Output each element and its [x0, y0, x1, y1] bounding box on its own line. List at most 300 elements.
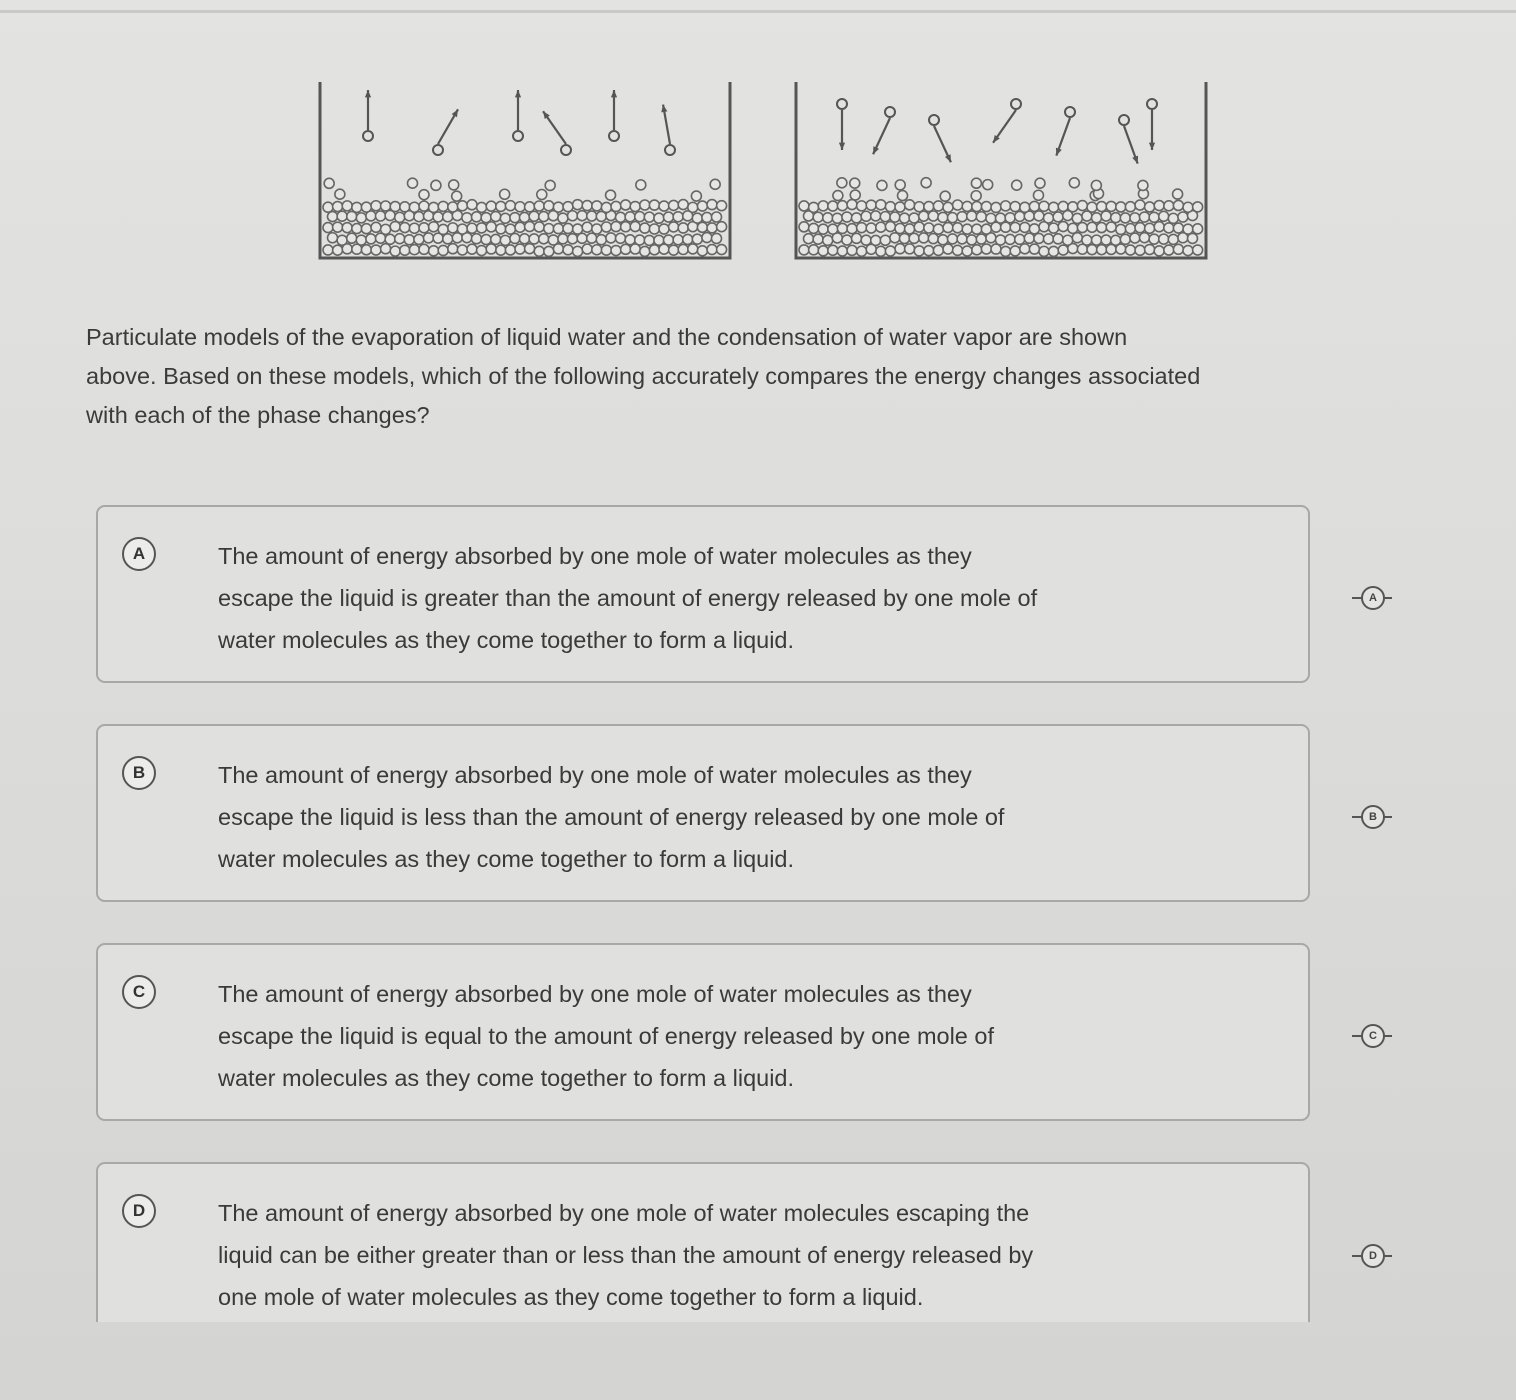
molecule-icon	[702, 233, 712, 243]
molecule-icon	[1072, 213, 1082, 223]
choice-text-c	[218, 973, 1228, 1099]
molecule-icon	[707, 245, 717, 255]
molecule-icon	[534, 201, 544, 211]
molecule-icon	[592, 201, 602, 211]
molecule-icon	[943, 223, 953, 233]
molecule-icon	[419, 244, 429, 254]
molecule-icon	[635, 235, 645, 245]
choice-line: escape the liquid is greater than the amount of energy released by one mole of	[218, 585, 1038, 611]
molecule-icon	[1193, 202, 1203, 212]
molecule-icon	[877, 180, 887, 190]
molecule-icon	[558, 213, 568, 223]
molecule-icon	[366, 234, 376, 244]
molecule-icon	[1068, 223, 1078, 233]
molecule-icon	[1015, 234, 1025, 244]
molecule-icon	[828, 224, 838, 234]
molecule-icon	[1091, 180, 1101, 190]
molecule-icon	[1092, 235, 1102, 245]
molecule-icon	[1140, 212, 1150, 222]
molecule-icon	[665, 145, 675, 155]
molecule-icon	[972, 224, 982, 234]
molecule-icon	[544, 224, 554, 234]
molecule-icon	[876, 200, 886, 210]
arrowhead-icon	[611, 90, 617, 97]
molecule-icon	[582, 201, 592, 211]
molecule-icon	[809, 245, 819, 255]
molecule-icon	[837, 201, 847, 211]
molecule-icon	[640, 246, 650, 256]
molecule-icon	[520, 212, 530, 222]
choice-line: The amount of energy absorbed by one mole of water molecules as they	[218, 543, 972, 569]
molecule-icon	[962, 201, 972, 211]
molecule-icon	[1188, 233, 1198, 243]
molecule-icon	[553, 202, 563, 212]
molecule-icon	[809, 223, 819, 233]
molecule-icon	[996, 235, 1006, 245]
eliminate-letter-c: C	[1361, 1024, 1385, 1048]
molecule-icon	[515, 222, 525, 232]
molecule-icon	[563, 245, 573, 255]
molecule-icon	[1159, 211, 1169, 221]
molecule-icon	[467, 223, 477, 233]
particulate-model-figure	[318, 74, 1210, 264]
molecule-icon	[1101, 235, 1111, 245]
molecule-icon	[644, 212, 654, 222]
molecule-icon	[385, 234, 395, 244]
choice-text-a	[218, 535, 1228, 661]
molecule-icon	[842, 235, 852, 245]
molecule-icon	[697, 246, 707, 256]
molecule-icon	[1154, 222, 1164, 232]
molecule-icon	[381, 244, 391, 254]
molecule-icon	[491, 234, 501, 244]
molecule-icon	[601, 202, 611, 212]
molecule-icon	[505, 245, 515, 255]
molecule-icon	[609, 131, 619, 141]
molecule-icon	[688, 244, 698, 254]
molecule-icon	[909, 213, 919, 223]
molecule-icon	[409, 245, 419, 255]
molecule-icon	[448, 244, 458, 254]
molecule-icon	[837, 99, 847, 109]
choice-line: escape the liquid is equal to the amount of energy released by one mole of	[218, 1023, 995, 1049]
liquid-molecules	[799, 178, 1203, 257]
molecule-icon	[1049, 246, 1059, 256]
molecule-icon	[611, 222, 621, 232]
molecule-icon	[1120, 234, 1130, 244]
molecule-icon	[1164, 245, 1174, 255]
molecule-icon	[900, 213, 910, 223]
molecule-icon	[962, 224, 972, 234]
molecule-icon	[429, 246, 439, 256]
molecule-icon	[573, 246, 583, 256]
molecule-icon	[1097, 245, 1107, 255]
molecule-icon	[587, 233, 597, 243]
molecule-icon	[582, 222, 592, 232]
molecule-icon	[1164, 223, 1174, 233]
molecule-icon	[649, 224, 659, 234]
answer-choice-a[interactable]	[96, 505, 1310, 683]
question-stem	[86, 318, 1446, 435]
molecule-icon	[448, 223, 458, 233]
eliminate-c-button[interactable]	[1352, 1020, 1392, 1050]
molecule-icon	[857, 223, 867, 233]
molecule-icon	[885, 246, 895, 256]
molecule-icon	[1058, 245, 1068, 255]
answer-choice-b[interactable]	[96, 724, 1310, 902]
molecule-icon	[381, 224, 391, 234]
molecule-icon	[606, 233, 616, 243]
molecule-icon	[1183, 224, 1193, 234]
molecule-icon	[1010, 202, 1020, 212]
molecule-icon	[957, 212, 967, 222]
molecule-icon	[1173, 244, 1183, 254]
question-line: above. Based on these models, which of the following accurately compares the energy changes associated	[86, 363, 1201, 389]
molecule-icon	[1111, 213, 1121, 223]
molecule-icon	[962, 246, 972, 256]
molecule-icon	[481, 235, 491, 245]
molecule-icon	[981, 224, 991, 234]
molecule-icon	[1020, 222, 1030, 232]
molecule-icon	[577, 211, 587, 221]
molecule-icon	[688, 202, 698, 212]
molecule-icon	[534, 246, 544, 256]
molecule-icon	[429, 222, 439, 232]
molecule-icon	[361, 245, 371, 255]
molecule-icon	[371, 222, 381, 232]
choice-letter-b: B	[122, 756, 156, 790]
molecule-icon	[880, 235, 890, 245]
molecule-icon	[861, 235, 871, 245]
molecule-icon	[707, 200, 717, 210]
molecule-icon	[823, 235, 833, 245]
molecule-icon	[333, 222, 343, 232]
molecule-icon	[477, 223, 487, 233]
molecule-icon	[328, 233, 338, 243]
molecule-icon	[414, 234, 424, 244]
arrowhead-icon	[1056, 148, 1062, 156]
molecule-icon	[525, 244, 535, 254]
molecule-icon	[692, 234, 702, 244]
vapor-molecules	[363, 90, 675, 155]
molecule-icon	[928, 211, 938, 221]
molecule-icon	[563, 223, 573, 233]
molecule-icon	[1082, 235, 1092, 245]
molecule-icon	[861, 211, 871, 221]
molecule-icon	[712, 233, 722, 243]
molecule-icon	[553, 224, 563, 234]
molecule-icon	[818, 224, 828, 234]
molecule-icon	[515, 202, 525, 212]
molecule-icon	[683, 234, 693, 244]
molecule-icon	[933, 245, 943, 255]
molecule-icon	[842, 212, 852, 222]
molecule-icon	[592, 224, 602, 234]
eliminate-letter-d: D	[1361, 1244, 1385, 1268]
molecule-icon	[1035, 178, 1045, 188]
molecule-icon	[1101, 211, 1111, 221]
molecule-icon	[697, 222, 707, 232]
molecule-icon	[1049, 223, 1059, 233]
molecule-icon	[691, 191, 701, 201]
molecule-icon	[1106, 222, 1116, 232]
molecule-icon	[909, 233, 919, 243]
question-line: with each of the phase changes?	[86, 402, 430, 428]
molecule-icon	[669, 222, 679, 232]
molecule-icon	[818, 201, 828, 211]
molecule-icon	[717, 245, 727, 255]
molecule-icon	[850, 190, 860, 200]
molecule-icon	[529, 234, 539, 244]
molecule-icon	[644, 235, 654, 245]
molecule-icon	[895, 180, 905, 190]
molecule-icon	[940, 191, 950, 201]
answer-choice-c[interactable]	[96, 943, 1310, 1121]
molecule-icon	[481, 213, 491, 223]
molecule-icon	[1063, 235, 1073, 245]
molecule-icon	[678, 244, 688, 254]
choice-line: liquid can be either greater than or less than the amount of energy released by	[218, 1242, 1034, 1268]
molecule-icon	[395, 212, 405, 222]
molecule-icon	[1033, 190, 1043, 200]
molecule-icon	[929, 115, 939, 125]
molecule-icon	[337, 211, 347, 221]
molecule-icon	[1077, 223, 1087, 233]
molecule-icon	[342, 201, 352, 211]
molecule-icon	[885, 222, 895, 232]
molecule-icon	[621, 244, 631, 254]
molecule-icon	[659, 201, 669, 211]
molecule-icon	[1173, 189, 1183, 199]
molecule-icon	[544, 246, 554, 256]
molecule-icon	[1011, 99, 1021, 109]
molecule-icon	[544, 201, 554, 211]
molecule-icon	[333, 245, 343, 255]
answer-choice-d[interactable]	[96, 1162, 1310, 1322]
molecule-icon	[971, 178, 981, 188]
molecule-icon	[1029, 224, 1039, 234]
molecule-icon	[561, 145, 571, 155]
molecule-icon	[1077, 201, 1087, 211]
molecule-icon	[592, 245, 602, 255]
molecule-icon	[1149, 212, 1159, 222]
molecule-icon	[510, 233, 520, 243]
molecule-icon	[1020, 244, 1030, 254]
molecule-icon	[1116, 202, 1126, 212]
molecule-icon	[1125, 245, 1135, 255]
molecule-icon	[921, 178, 931, 188]
molecule-icon	[971, 191, 981, 201]
molecule-icon	[813, 234, 823, 244]
molecule-icon	[419, 223, 429, 233]
molecule-icon	[596, 235, 606, 245]
molecule-icon	[895, 223, 905, 233]
molecule-icon	[611, 201, 621, 211]
molecule-icon	[914, 202, 924, 212]
molecule-icon	[1183, 202, 1193, 212]
molecule-icon	[1119, 115, 1129, 125]
molecule-icon	[361, 202, 371, 212]
molecule-icon	[404, 235, 414, 245]
molecule-icon	[323, 245, 333, 255]
molecule-icon	[928, 234, 938, 244]
molecule-icon	[649, 200, 659, 210]
molecule-icon	[967, 235, 977, 245]
molecule-icon	[1044, 234, 1054, 244]
eliminate-b-button[interactable]	[1352, 801, 1392, 831]
molecule-icon	[976, 234, 986, 244]
molecule-icon	[1168, 213, 1178, 223]
condensation-model	[796, 82, 1206, 258]
molecule-icon	[486, 222, 496, 232]
molecule-icon	[1135, 245, 1145, 255]
molecule-icon	[924, 246, 934, 256]
molecule-icon	[876, 246, 886, 256]
molecule-icon	[697, 201, 707, 211]
molecule-icon	[510, 213, 520, 223]
eliminate-a-button[interactable]	[1352, 582, 1392, 612]
choice-letter-a: A	[122, 537, 156, 571]
molecule-icon	[871, 235, 881, 245]
molecule-icon	[400, 245, 410, 255]
molecule-icon	[837, 246, 847, 256]
molecule-icon	[1020, 202, 1030, 212]
molecule-icon	[486, 244, 496, 254]
molecule-icon	[438, 224, 448, 234]
choice-letter-c: C	[122, 975, 156, 1009]
molecule-icon	[1049, 202, 1059, 212]
choice-line: water molecules as they come together to form a liquid.	[218, 846, 795, 872]
liquid-molecules	[323, 178, 727, 256]
molecule-icon	[534, 222, 544, 232]
molecule-icon	[337, 235, 347, 245]
vapor-molecules	[837, 99, 1157, 164]
molecule-icon	[1087, 202, 1097, 212]
molecule-icon	[513, 131, 523, 141]
molecule-icon	[1173, 200, 1183, 210]
molecule-icon	[933, 224, 943, 234]
molecule-icon	[381, 201, 391, 211]
molecule-icon	[857, 246, 867, 256]
molecule-icon	[1159, 234, 1169, 244]
evaporation-model	[320, 82, 730, 258]
molecule-icon	[799, 201, 809, 211]
molecule-icon	[1145, 202, 1155, 212]
molecule-icon	[702, 212, 712, 222]
molecule-icon	[438, 201, 448, 211]
molecule-icon	[664, 235, 674, 245]
molecule-icon	[457, 224, 467, 234]
molecule-icon	[1149, 234, 1159, 244]
molecule-icon	[1001, 246, 1011, 256]
molecule-icon	[852, 213, 862, 223]
molecule-icon	[1178, 212, 1188, 222]
molecule-icon	[625, 212, 635, 222]
molecule-icon	[328, 212, 338, 222]
molecule-icon	[1024, 233, 1034, 243]
molecule-icon	[799, 245, 809, 255]
molecule-icon	[948, 234, 958, 244]
molecule-icon	[880, 212, 890, 222]
molecule-icon	[361, 224, 371, 234]
molecule-icon	[371, 201, 381, 211]
molecule-icon	[472, 234, 482, 244]
molecule-icon	[625, 235, 635, 245]
molecule-icon	[520, 234, 530, 244]
molecule-icon	[390, 202, 400, 212]
molecule-icon	[582, 244, 592, 254]
molecule-icon	[673, 212, 683, 222]
molecule-icon	[500, 235, 510, 245]
molecule-icon	[356, 213, 366, 223]
molecule-icon	[630, 202, 640, 212]
molecule-icon	[352, 202, 362, 212]
molecule-icon	[948, 213, 958, 223]
eliminate-letter-a: A	[1361, 586, 1385, 610]
eliminate-d-button[interactable]	[1352, 1240, 1392, 1270]
molecule-icon	[1039, 201, 1049, 211]
molecule-icon	[1097, 202, 1107, 212]
molecule-icon	[500, 213, 510, 223]
molecule-icon	[669, 200, 679, 210]
molecule-icon	[477, 202, 487, 212]
molecule-icon	[832, 213, 842, 223]
molecule-icon	[857, 201, 867, 211]
molecule-icon	[640, 223, 650, 233]
molecule-icon	[717, 201, 727, 211]
molecule-icon	[1058, 222, 1068, 232]
molecule-icon	[828, 245, 838, 255]
molecule-icon	[712, 212, 722, 222]
molecule-icon	[621, 222, 631, 232]
molecule-icon	[673, 235, 683, 245]
molecule-icon	[496, 224, 506, 234]
molecule-icon	[515, 244, 525, 254]
question-line: Particulate models of the evaporation of liquid water and the condensation of water vapor are shown	[86, 324, 1128, 350]
molecule-icon	[573, 200, 583, 210]
molecule-icon	[953, 245, 963, 255]
molecule-icon	[900, 234, 910, 244]
molecule-icon	[352, 224, 362, 234]
molecule-icon	[692, 213, 702, 223]
molecule-icon	[496, 245, 506, 255]
molecule-icon	[505, 201, 515, 211]
molecule-icon	[1140, 233, 1150, 243]
arrowhead-icon	[1149, 143, 1155, 150]
molecule-icon	[636, 180, 646, 190]
molecule-icon	[678, 223, 688, 233]
molecule-icon	[847, 200, 857, 210]
molecule-icon	[1097, 223, 1107, 233]
molecule-icon	[919, 211, 929, 221]
molecule-icon	[545, 180, 555, 190]
molecule-icon	[1183, 246, 1193, 256]
molecule-icon	[813, 212, 823, 222]
molecule-icon	[407, 178, 417, 188]
eliminate-letter-b: B	[1361, 805, 1385, 829]
molecule-icon	[539, 212, 549, 222]
molecule-icon	[871, 211, 881, 221]
molecule-icon	[630, 222, 640, 232]
molecule-icon	[938, 212, 948, 222]
molecule-icon	[323, 202, 333, 212]
molecule-icon	[991, 202, 1001, 212]
molecule-icon	[409, 202, 419, 212]
molecule-icon	[472, 212, 482, 222]
molecule-icon	[1068, 202, 1078, 212]
molecule-icon	[837, 223, 847, 233]
molecule-icon	[890, 233, 900, 243]
